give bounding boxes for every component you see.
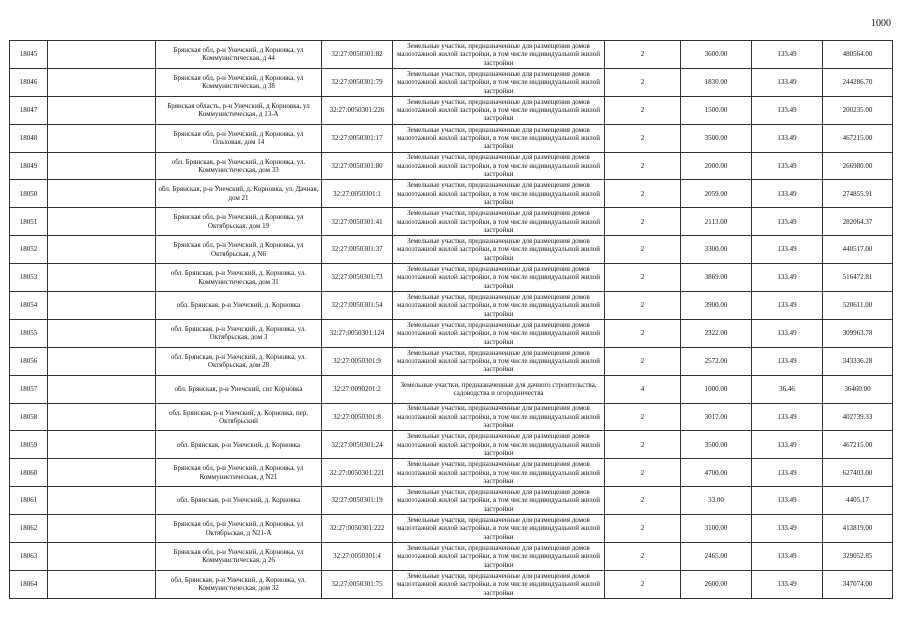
empty-cell [48,236,156,264]
table-row [10,264,893,292]
group-code-cell: 2 [605,236,681,264]
group-code-cell: 2 [605,431,681,459]
land-registry-table [9,40,893,599]
area-cell: 1830.00 [681,68,752,96]
group-code-cell: 2 [605,152,681,180]
cadastral-value-cell: 282064.37 [823,208,893,236]
address-cell: Брянская обл, р-н Унечский, д Корновка, ул Ольховая, дом 14 [156,124,322,152]
cadastral-value-cell: 309963.78 [823,319,893,347]
table-row [10,319,893,347]
specific-value-cell: 133.49 [752,570,823,598]
group-code-cell: 2 [605,41,681,69]
group-code-cell: 2 [605,208,681,236]
area-cell: 33.00 [681,487,752,515]
table-row [10,375,893,403]
address-cell: обл. Брянская, р-н Унечский, д. Корновка [156,292,322,320]
permitted-use-cell: Земельные участки, предназначенные для размещения домов малоэтажной жилой застройки, в том числе индивидуальной жилой застройки [393,180,605,208]
row-number-cell: 18055 [10,319,48,347]
row-number-cell: 18063 [10,543,48,571]
row-number-cell: 18058 [10,403,48,431]
cadastral-number-cell: 32:27:0050301:221 [322,459,393,487]
group-code-cell: 2 [605,459,681,487]
table-row [10,570,893,598]
specific-value-cell: 133.49 [752,152,823,180]
address-cell: обл. Брянская, р-н Унечский, д Корновка, ул. Коммунистическая, дом 33 [156,152,322,180]
permitted-use-cell: Земельные участки, предназначенные для размещения домов малоэтажной жилой застройки, в том числе индивидуальной жилой застройки [393,124,605,152]
address-cell: Брянская обл, р-н Унечский, д Корновка, ул Октябрьская, дом 19 [156,208,322,236]
address-cell: обл. Брянская, р-н Унечский, снт Корновка [156,375,322,403]
table-row [10,152,893,180]
group-code-cell: 2 [605,543,681,571]
area-cell: 3600.00 [681,41,752,69]
cadastral-value-cell: 36460.00 [823,375,893,403]
permitted-use-cell: Земельные участки, предназначенные для размещения домов малоэтажной жилой застройки, в том числе индивидуальной жилой застройки [393,431,605,459]
cadastral-value-cell: 329052.85 [823,543,893,571]
empty-cell [48,96,156,124]
area-cell: 3500.00 [681,124,752,152]
specific-value-cell: 133.49 [752,96,823,124]
address-cell: Брянская обл, р-н Унечский, д Корновка, ул Коммунистическая, д 38 [156,68,322,96]
table-row [10,96,893,124]
specific-value-cell: 133.49 [752,487,823,515]
permitted-use-cell: Земельные участки, предназначенные для размещения домов малоэтажной жилой застройки, в том числе индивидуальной жилой застройки [393,570,605,598]
empty-cell [48,292,156,320]
row-number-cell: 18057 [10,375,48,403]
group-code-cell: 2 [605,180,681,208]
table-row [10,236,893,264]
cadastral-number-cell: 32:27:0050301:4 [322,543,393,571]
empty-cell [48,459,156,487]
row-number-cell: 18056 [10,347,48,375]
cadastral-number-cell: 32:27:0050301:226 [322,96,393,124]
table-row [10,459,893,487]
specific-value-cell: 133.49 [752,41,823,69]
address-cell: обл. Брянская, р-н Унечский, д. Корновка, пер. Октябрьский [156,403,322,431]
group-code-cell: 2 [605,347,681,375]
group-code-cell: 2 [605,264,681,292]
cadastral-value-cell: 520611.00 [823,292,893,320]
row-number-cell: 18053 [10,264,48,292]
permitted-use-cell: Земельные участки, предназначенные для размещения домов малоэтажной жилой застройки, в том числе индивидуальной жилой застройки [393,41,605,69]
table-row [10,180,893,208]
row-number-cell: 18051 [10,208,48,236]
empty-cell [48,208,156,236]
cadastral-number-cell: 32:27:0050301:17 [322,124,393,152]
row-number-cell: 18061 [10,487,48,515]
group-code-cell: 2 [605,487,681,515]
address-cell: обл. Брянская, р-н Унечский, д. Корновка [156,487,322,515]
area-cell: 3500.00 [681,431,752,459]
area-cell: 3900.00 [681,292,752,320]
permitted-use-cell: Земельные участки, предназначенные для размещения домов малоэтажной жилой застройки, в том числе индивидуальной жилой застройки [393,487,605,515]
row-number-cell: 18062 [10,515,48,543]
area-cell: 2113.00 [681,208,752,236]
permitted-use-cell: Земельные участки, предназначенные для размещения домов малоэтажной жилой застройки, в том числе индивидуальной жилой застройки [393,403,605,431]
area-cell: 3300.00 [681,236,752,264]
empty-cell [48,543,156,571]
empty-cell [48,68,156,96]
specific-value-cell: 133.49 [752,180,823,208]
page-number: 1000 [871,18,891,29]
permitted-use-cell: Земельные участки, предназначенные для размещения домов малоэтажной жилой застройки, в том числе индивидуальной жилой застройки [393,68,605,96]
cadastral-value-cell: 244286.70 [823,68,893,96]
cadastral-number-cell: 32:27:0050301:9 [322,347,393,375]
cadastral-value-cell: 467215.00 [823,431,893,459]
group-code-cell: 2 [605,570,681,598]
empty-cell [48,347,156,375]
cadastral-number-cell: 32:27:0050301:82 [322,41,393,69]
permitted-use-cell: Земельные участки, предназначенные для размещения домов малоэтажной жилой застройки, в том числе индивидуальной жилой застройки [393,543,605,571]
specific-value-cell: 36.46 [752,375,823,403]
specific-value-cell: 133.49 [752,515,823,543]
empty-cell [48,124,156,152]
empty-cell [48,570,156,598]
cadastral-value-cell: 200235.00 [823,96,893,124]
area-cell: 3869.00 [681,264,752,292]
specific-value-cell: 133.49 [752,236,823,264]
cadastral-number-cell: 32:27:0050301:73 [322,264,393,292]
cadastral-number-cell: 32:27:0050301:80 [322,152,393,180]
address-cell: обл. Брянская, р-н Унечский, д. Корновка, ул. Коммунистическая, дом 31 [156,264,322,292]
permitted-use-cell: Земельные участки, предназначенные для размещения домов малоэтажной жилой застройки, в том числе индивидуальной жилой застройки [393,152,605,180]
cadastral-value-cell: 266980.00 [823,152,893,180]
empty-cell [48,431,156,459]
permitted-use-cell: Земельные участки, предназначенные для размещения домов малоэтажной жилой застройки, в том числе индивидуальной жилой застройки [393,264,605,292]
row-number-cell: 18064 [10,570,48,598]
address-cell: Брянская обл, р-н Унечский, д Корновка, ул Октябрьская, д N21-А [156,515,322,543]
address-cell: Брянская обл, р-н Унечский, д Корновка, ул Октябрьская, д N6 [156,236,322,264]
cadastral-value-cell: 627403.00 [823,459,893,487]
permitted-use-cell: Земельные участки, предназначенные для размещения домов малоэтажной жилой застройки, в том числе индивидуальной жилой застройки [393,292,605,320]
table-row [10,292,893,320]
row-number-cell: 18049 [10,152,48,180]
group-code-cell: 2 [605,124,681,152]
group-code-cell: 2 [605,319,681,347]
cadastral-value-cell: 343336.28 [823,347,893,375]
cadastral-number-cell: 32:27:0050301:124 [322,319,393,347]
row-number-cell: 18054 [10,292,48,320]
cadastral-number-cell: 32:27:0050301:1 [322,180,393,208]
area-cell: 2572.00 [681,347,752,375]
row-number-cell: 18047 [10,96,48,124]
empty-cell [48,375,156,403]
specific-value-cell: 133.49 [752,543,823,571]
table-row [10,515,893,543]
area-cell: 3017.00 [681,403,752,431]
specific-value-cell: 133.49 [752,403,823,431]
cadastral-value-cell: 480564.00 [823,41,893,69]
permitted-use-cell: Земельные участки, предназначенные для размещения домов малоэтажной жилой застройки, в том числе индивидуальной жилой застройки [393,515,605,543]
group-code-cell: 2 [605,515,681,543]
empty-cell [48,487,156,515]
permitted-use-cell: Земельные участки, предназначенные для дачного строительства, садоводства и огородничества [393,375,605,403]
address-cell: Брянская обл, р-н Унечский, д Корновка, ул Коммунистическая, д N21 [156,459,322,487]
group-code-cell: 2 [605,403,681,431]
cadastral-value-cell: 467215.00 [823,124,893,152]
empty-cell [48,41,156,69]
empty-cell [48,264,156,292]
cadastral-number-cell: 32:27:0050301:75 [322,570,393,598]
specific-value-cell: 133.49 [752,208,823,236]
area-cell: 3100.00 [681,515,752,543]
address-cell: обл. Брянская, р-н Унечский, д. Корновка, ул. Октябрьская, дом 3 [156,319,322,347]
area-cell: 2059.00 [681,180,752,208]
address-cell: обл. Брянская, р-н Унечский, д. Корновка [156,431,322,459]
permitted-use-cell: Земельные участки, предназначенные для размещения домов малоэтажной жилой застройки, в том числе индивидуальной жилой застройки [393,96,605,124]
cadastral-number-cell: 32:27:0050301:24 [322,431,393,459]
empty-cell [48,515,156,543]
cadastral-number-cell: 32:27:0050301:41 [322,208,393,236]
address-cell: Брянская обл, р-н Унечский, д Корновка, ул Коммунистическая, д 26 [156,543,322,571]
specific-value-cell: 133.49 [752,319,823,347]
row-number-cell: 18045 [10,41,48,69]
permitted-use-cell: Земельные участки, предназначенные для размещения домов малоэтажной жилой застройки, в том числе индивидуальной жилой застройки [393,319,605,347]
permitted-use-cell: Земельные участки, предназначенные для размещения домов малоэтажной жилой застройки, в том числе индивидуальной жилой застройки [393,208,605,236]
area-cell: 2465.00 [681,543,752,571]
area-cell: 2600.00 [681,570,752,598]
specific-value-cell: 133.49 [752,292,823,320]
row-number-cell: 18060 [10,459,48,487]
cadastral-number-cell: 32:27:0050301:54 [322,292,393,320]
cadastral-value-cell: 516472.81 [823,264,893,292]
area-cell: 2000.00 [681,152,752,180]
table-row [10,543,893,571]
table-body [10,41,893,599]
area-cell: 2322.00 [681,319,752,347]
empty-cell [48,152,156,180]
table-row [10,431,893,459]
cadastral-value-cell: 402739.33 [823,403,893,431]
table-row [10,41,893,69]
cadastral-number-cell: 32:27:0090201:2 [322,375,393,403]
address-cell: Брянская обл, р-н Унечский, д Корновка, ул Коммунистическая, д 44 [156,41,322,69]
area-cell: 1500.00 [681,96,752,124]
group-code-cell: 2 [605,96,681,124]
group-code-cell: 2 [605,292,681,320]
table-row [10,487,893,515]
empty-cell [48,180,156,208]
empty-cell [48,319,156,347]
cadastral-value-cell: 347074.00 [823,570,893,598]
cadastral-number-cell: 32:27:0050301:19 [322,487,393,515]
specific-value-cell: 133.49 [752,264,823,292]
permitted-use-cell: Земельные участки, предназначенные для размещения домов малоэтажной жилой застройки, в том числе индивидуальной жилой застройки [393,347,605,375]
group-code-cell: 2 [605,68,681,96]
row-number-cell: 18046 [10,68,48,96]
cadastral-value-cell: 413819.00 [823,515,893,543]
address-cell: обл. Брянская, р-н Унечский, д. Корновка, ул. Дачная, дом 21 [156,180,322,208]
cadastral-value-cell: 440517.00 [823,236,893,264]
address-cell: обл. Брянская, р-н Унечский, д. Корновка, ул. Октябрьская, дом 28 [156,347,322,375]
table-row [10,68,893,96]
cadastral-number-cell: 32:27:0050301:8 [322,403,393,431]
specific-value-cell: 133.49 [752,347,823,375]
group-code-cell: 4 [605,375,681,403]
permitted-use-cell: Земельные участки, предназначенные для размещения домов малоэтажной жилой застройки, в том числе индивидуальной жилой застройки [393,236,605,264]
permitted-use-cell: Земельные участки, предназначенные для размещения домов малоэтажной жилой застройки, в том числе индивидуальной жилой застройки [393,459,605,487]
cadastral-value-cell: 4405.17 [823,487,893,515]
table-row [10,208,893,236]
empty-cell [48,403,156,431]
row-number-cell: 18052 [10,236,48,264]
table-row [10,403,893,431]
specific-value-cell: 133.49 [752,68,823,96]
table-row [10,347,893,375]
area-cell: 4700.00 [681,459,752,487]
cadastral-number-cell: 32:27:0050301:79 [322,68,393,96]
specific-value-cell: 133.49 [752,459,823,487]
specific-value-cell: 133.49 [752,124,823,152]
area-cell: 1000.00 [681,375,752,403]
address-cell: Брянская область, р-н Унечский, д Корновка, ул Коммунистическая, д 13-А [156,96,322,124]
address-cell: обл. Брянская, р-н Унечский, д. Корновка, ул. Коммунистическая, дом 32 [156,570,322,598]
row-number-cell: 18059 [10,431,48,459]
row-number-cell: 18050 [10,180,48,208]
specific-value-cell: 133.49 [752,431,823,459]
cadastral-value-cell: 274855.91 [823,180,893,208]
cadastral-number-cell: 32:27:0050301:222 [322,515,393,543]
cadastral-number-cell: 32:27:0050301:37 [322,236,393,264]
row-number-cell: 18048 [10,124,48,152]
table-row [10,124,893,152]
